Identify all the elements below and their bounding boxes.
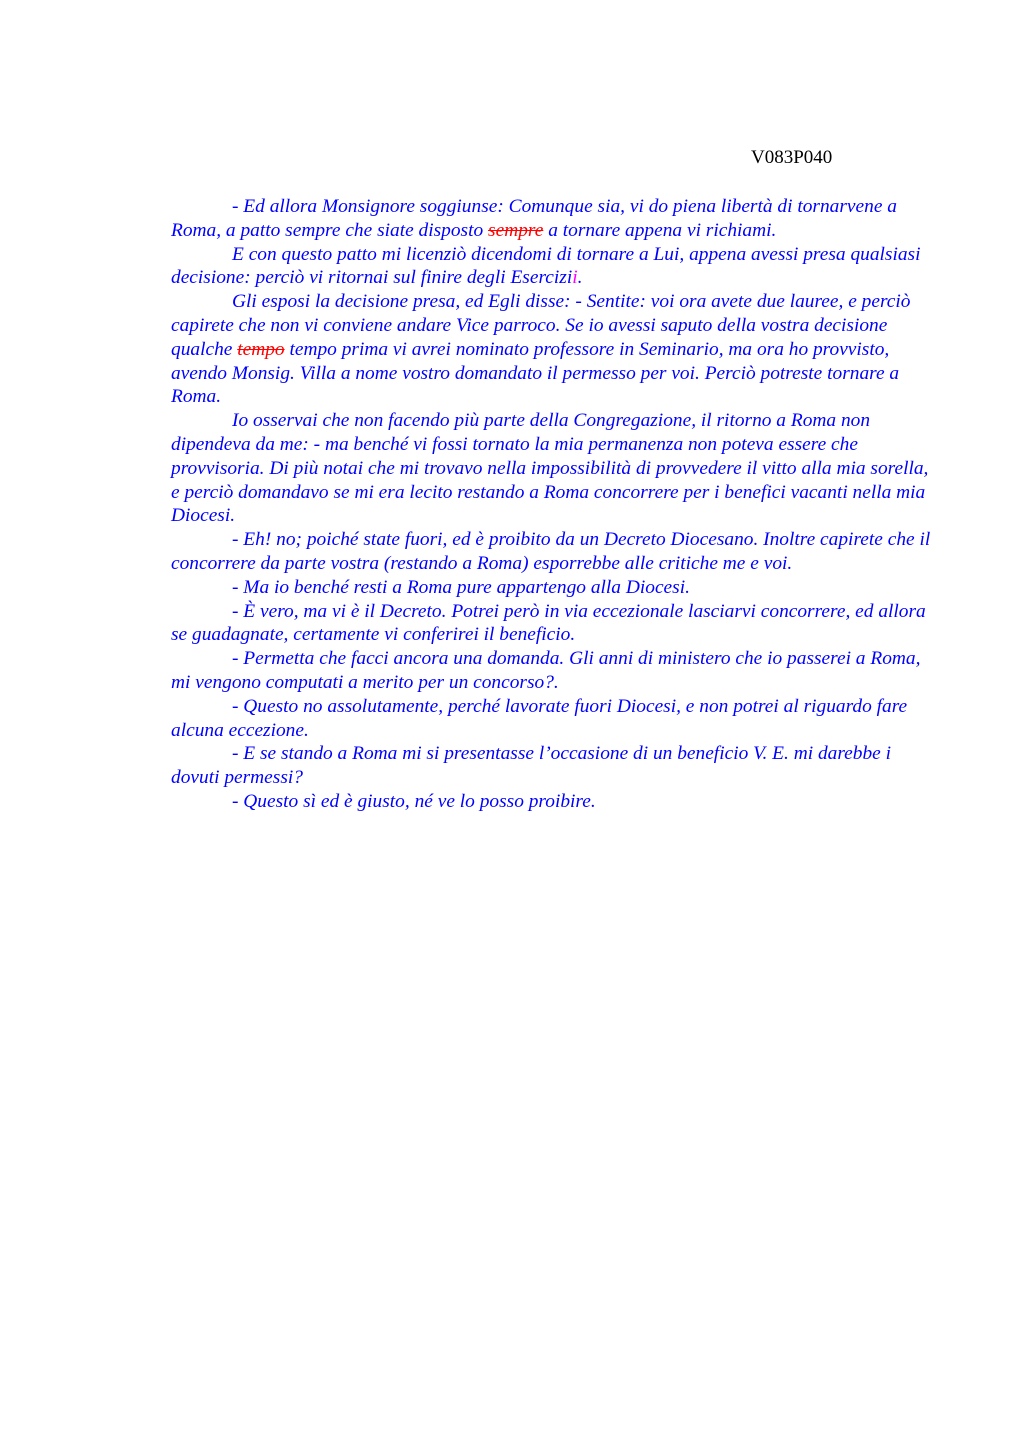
text-run: Gli esposi la decisione presa, ed Egli disse: - Sentite: voi ora avete due lauree, e perciò capirete che non vi conviene andare Vice parroco. Se io avessi saputo della vostra decisione qualche — [171, 291, 911, 360]
paragraph — [171, 290, 931, 409]
paragraph: - Questo no assolutamente, perché lavorate fuori Diocesi, e non potrei al riguardo fare alcuna eccezione. — [171, 695, 908, 741]
document-body — [171, 195, 931, 814]
text-run: - Ed allora Monsignore soggiunse: Comunque sia, vi do piena libertà di tornarvene a Roma, a patto sempre che siate disposto — [171, 196, 897, 241]
paragraph: Io osservai che non facendo più parte della Congregazione, il ritorno a Roma non dipendeva da me: - ma benché vi fossi tornato la mia permanenza non poteva essere che provvisoria. Di più notai che mi trovavo nella impossibilità di provvedere il vitto alla mia sorella, e perciò domandavo se mi era lecito restando a Roma concorrere per i benefici vacanti nella mia Diocesi. — [171, 410, 929, 527]
paragraph: - Ma io benché resti a Roma pure appartengo alla Diocesi. — [232, 576, 690, 598]
text-run: E con questo patto mi licenziò dicendomi di tornare a Lui, appena avessi presa qualsiasi decisione: perciò vi ritornai sul finire degli Esercizi — [171, 243, 921, 289]
page-reference: V083P040 — [751, 147, 833, 168]
deleted-word: tempo — [237, 338, 285, 360]
text-run: tempo prima vi avrei nominato professore in Seminario, ma ora ho provvisto, avendo Monsig. Villa a nome vostro domandato il permesso per voi. Perciò potreste tornare a Roma. — [171, 338, 900, 408]
paragraph: - Permetta che facci ancora una domanda. Gli anni di ministero che io passerei a Roma, mi vengono computati a merito per un concorso?. — [171, 648, 921, 693]
text-run: a tornare appena vi richiami. — [543, 219, 777, 241]
paragraph: - È vero, ma vi è il Decreto. Potrei però in via eccezionale lasciarvi concorrere, ed allora se guadagnate, certamente vi conferirei il beneficio. — [171, 600, 926, 646]
inserted-letter: i — [572, 267, 578, 289]
paragraph: - E se stando a Roma mi si presentasse l’occasione di un beneficio V. E. mi darebbe i dovuti permessi? — [171, 743, 891, 789]
paragraph: - Eh! no; poiché state fuori, ed è proibito da un Decreto Diocesano. Inoltre capirete che il concorrere da parte vostra (restando a Roma) esporrebbe alle critiche me e voi. — [171, 529, 931, 574]
text-run: . — [577, 267, 583, 289]
paragraph: - Questo sì ed è giusto, né ve lo posso proibire. — [232, 790, 596, 812]
paragraph — [171, 243, 931, 291]
paragraph — [171, 195, 931, 243]
deleted-word: sempre — [488, 219, 544, 241]
